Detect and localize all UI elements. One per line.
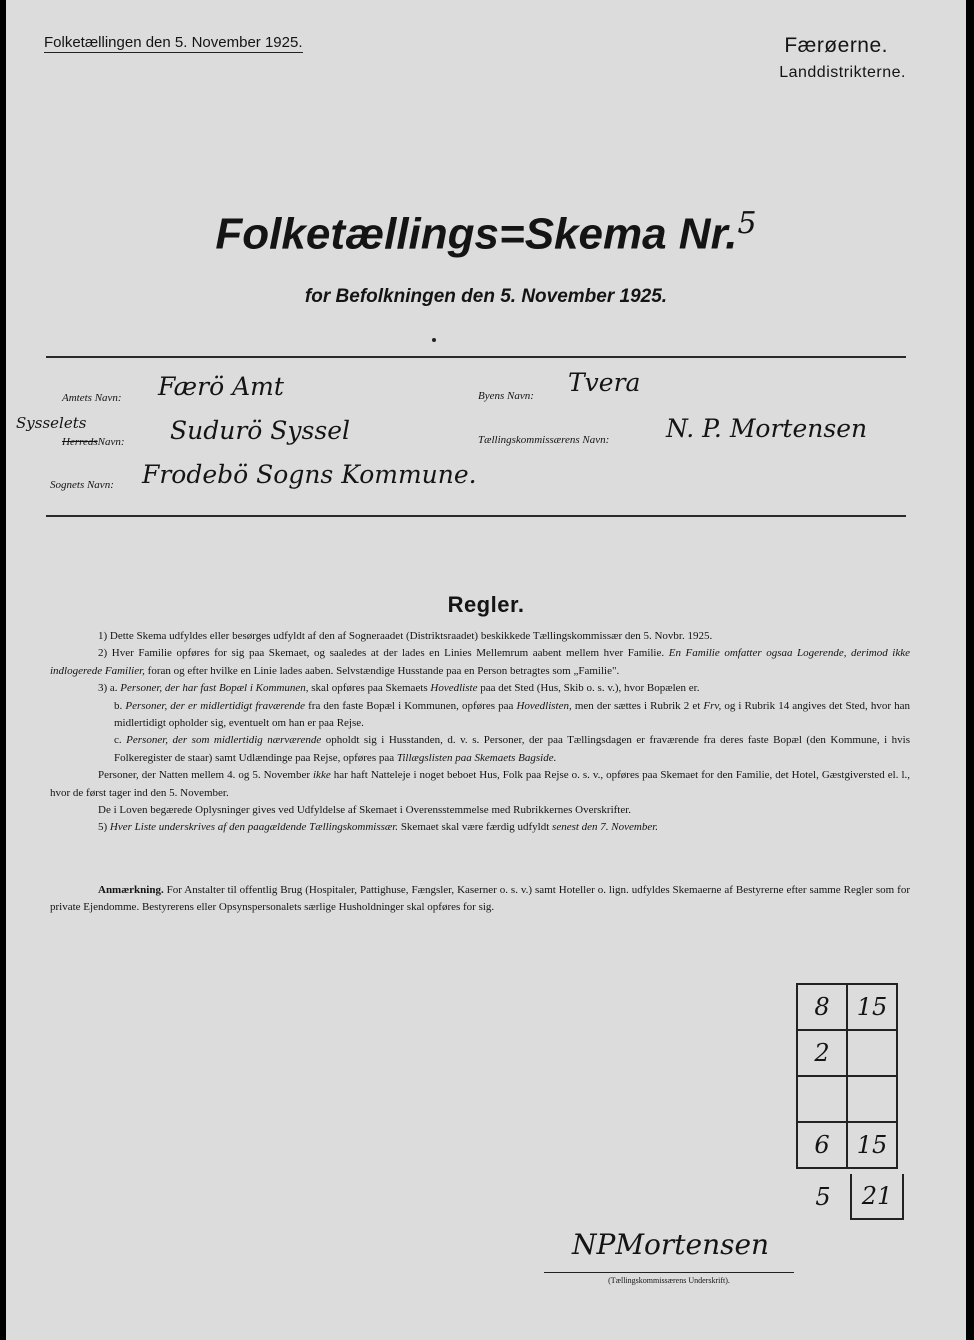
tally-cell: 15 [847,984,897,1030]
kommissaer-label: Tællingskommissærens Navn: [478,434,610,446]
form-title-text: Folketællings=Skema Nr. [215,209,738,259]
note-paragraph [50,882,910,917]
tally-cell: 2 [797,1030,847,1076]
bottom-divider [46,515,906,517]
signature-caption: (Tællingskommissærens Underskrift). [608,1276,730,1285]
tally-row [797,1030,897,1076]
herred-value: Sudurö Syssel [170,416,350,445]
rule-3b-list: Hovedlisten, [516,699,572,712]
rule-2-c: foran og efter hvilke en Linie lades aaben. Selvstændige Husstande paa en Person betragtes som „Familie". [147,664,620,677]
rule-3b-frv: Frv, [703,699,722,712]
census-form-page [6,0,966,1340]
tally-cell: 15 [847,1122,897,1168]
tally-table [796,983,898,1169]
note-text: For Anstalter til offentlig Brug (Hospitaler, Pattighuse, Fængsler, Kaserner o. s. v.) samt Hoteller o. lign. udfyldes Skemaerne af Bestyrerne efter samme Regler som for private Ejendomme. Bestyrerens eller Opsynspersonalets særlige Husholdninger skal opføres for sig. [50,884,911,914]
rule-3a-end: paa det Sted (Hus, Skib o. s. v.), hvor Bopælen er. [480,682,700,695]
rule-3a-text: skal opføres paa Skemaets [311,682,428,695]
tally-cell [847,1076,897,1122]
census-date-heading: Folketællingen den 5. November 1925. [44,34,303,51]
rule-1: 1) Dette Skema udfyldes eller besørges udfyldt af den af Sogneraadet (Distriktsraadet) beskikkede Tællingskommissær den 5. Novbr. 1925. [98,630,713,642]
sogn-value: Frodebö Sogns Kommune. [142,460,477,489]
tally-cell [847,1030,897,1076]
rule-3b-text: fra den faste Bopæl i Kommunen, opføres paa [308,699,514,712]
amt-value: Færö Amt [158,372,284,401]
tally-cell: 8 [797,984,847,1030]
form-title [6,206,966,260]
herred-label-struck: Herreds [62,436,98,448]
tally-cell [797,1076,847,1122]
tally-cell: 21 [851,1174,903,1219]
rule-2-a: 2) Hver Familie opføres for sig paa Skemaet, og saaledes at der lades en Linies Mellemrum aabent mellem hver Familie. [98,647,665,660]
rule-4-b: har haft Natteleje i noget beboet Hus, Folk paa Rejse o. s. v., opføres paa Skemaet for den Familie, det Hotel, Gæstgiversted el. l., hvor de først tager ind den 5. November. [50,769,911,799]
rule-3c-list: Tillægslisten paa Skemaets Bagside. [396,751,557,764]
by-value: Tvera [568,368,641,397]
rule-3a-num: 3) a. [98,682,118,695]
rule-2-b: En Familie omfatter ogsaa Logerende, derimod ikke indlogerede Familier, [50,647,910,677]
signature-line [544,1272,794,1273]
rule-3b-num: b. [114,699,123,712]
dot-mark [432,338,436,342]
tally-row [797,1076,897,1122]
tally-cell: 5 [815,1182,831,1211]
rule-3b-persons: Personer, der er midlertidigt fraværende [125,699,306,712]
rule-2 [50,645,910,680]
rule-6-text: Skemaet skal være færdig udfyldt [400,821,550,834]
rule-6-deadline: senest den 7. November. [552,821,659,834]
rule-3c-persons: Personer, der som midlertidig nærværende [126,734,322,747]
tally-totals [796,1174,904,1220]
tally-cell: 6 [797,1122,847,1168]
herred-correction: Sysselets [16,414,87,432]
kommissaer-value: N. P. Mortensen [666,414,868,443]
rules-heading: Regler. [447,592,525,617]
rule-6-num: 5) [98,821,108,834]
rule-3b [50,698,910,733]
region-name: Færøerne. [784,34,888,57]
herred-label [62,436,125,448]
top-divider [46,356,906,358]
rule-3a-list: Hovedliste [430,682,478,695]
rule-3c [50,732,910,767]
rule-4-a: Personer, der Natten mellem 4. og 5. November [98,769,310,782]
note-label: Anmærkning. [98,884,164,896]
rule-4 [50,767,910,802]
rule-5: De i Loven begærede Oplysninger gives ved Udfyldelse af Skemaet i Overensstemmelse med Rubrikkernes Overskrifter. [98,804,632,817]
sogn-label: Sognets Navn: [50,479,114,491]
by-label: Byens Navn: [478,390,534,402]
amt-label: Amtets Navn: [62,392,122,404]
rule-3a [50,680,910,697]
tally-row [797,1122,897,1168]
rule-3b-end: og i Rubrik 14 angives det Sted, hvor han midlertidigt opholder sig, eventuelt om han er paa Rejse. [114,699,911,730]
rule-6-sign: Hver Liste underskrives af den paagældende Tællingskommissær. [109,821,399,834]
signature: NPMortensen [572,1228,770,1261]
form-number: 5 [737,206,757,241]
rules-text [50,628,910,837]
rule-3b-mid: men der sættes i Rubrik 2 et [574,699,701,712]
subregion-name: Landdistrikterne. [779,64,906,81]
tally-row [796,1174,903,1219]
rule-4-not: ikke [313,769,331,782]
rule-3c-text: opholdt sig i Husstanden, d. v. s. Personer, der paa Tællingsdagen er fraværende fra deres faste Bopæl (den Kommune, i hvis Folkeregister de staar) samt Udlændinge paa Rejse, opføres paa [114,734,911,764]
herred-label-suffix: Navn: [97,436,125,448]
form-subtitle: for Befolkningen den 5. November 1925. [304,286,668,307]
rule-6 [50,819,910,836]
rule-3a-persons: Personer, der har fast Bopæl i Kommunen, [120,682,309,695]
rule-3c-num: c. [114,734,122,747]
tally-row [797,984,897,1030]
